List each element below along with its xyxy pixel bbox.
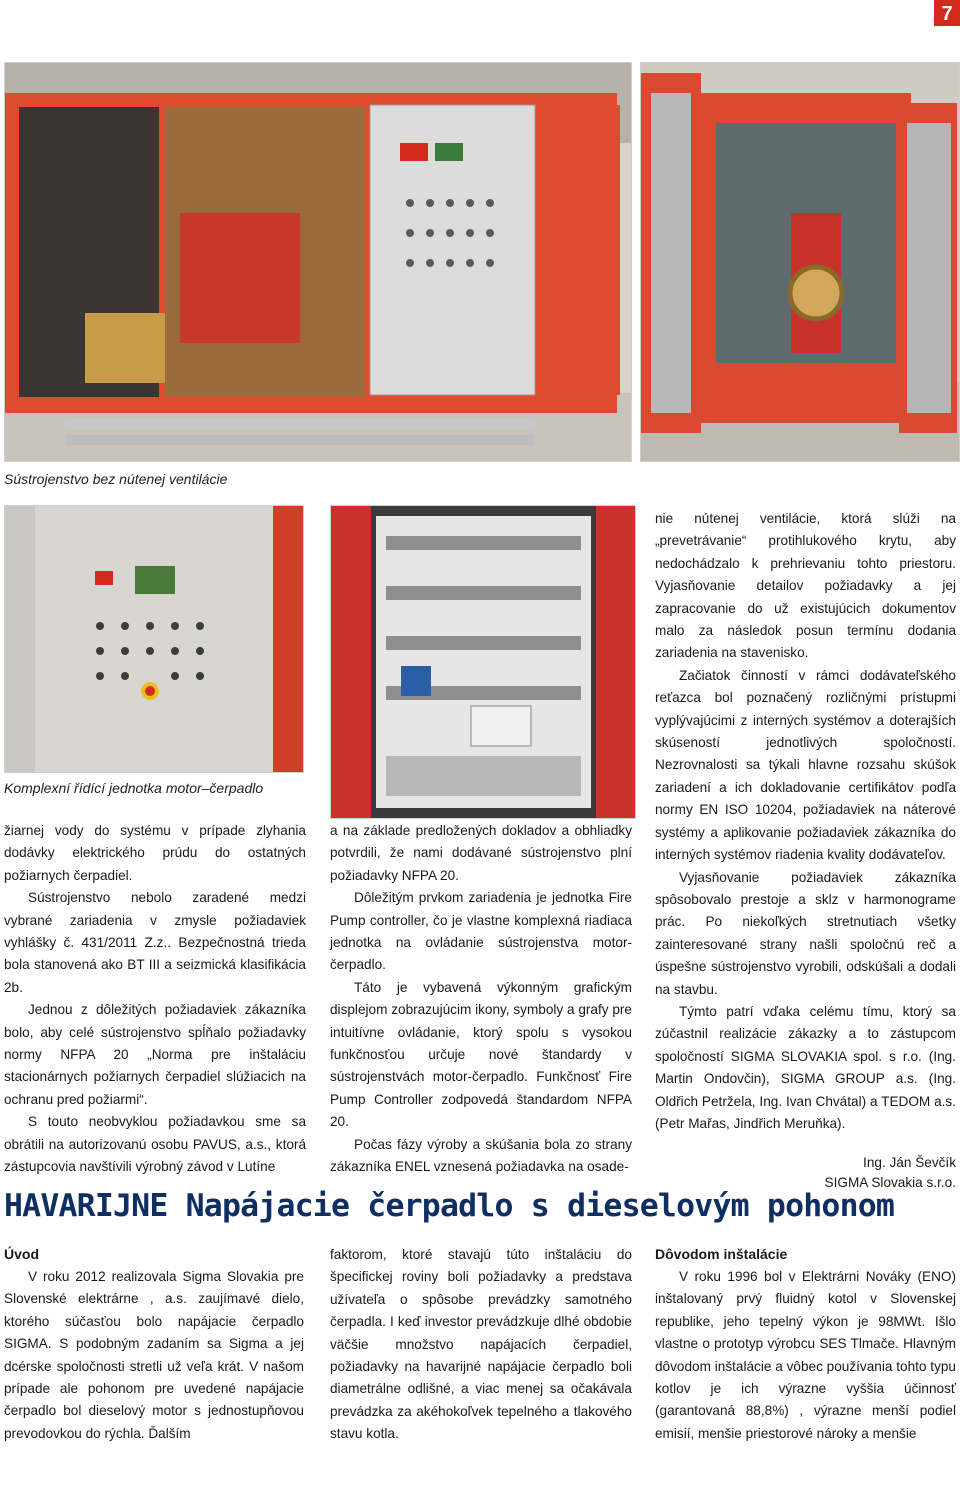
paragraph: žiarnej vody do systému v prípade zlyhania dodávky elektrického prúdu do ostatných požiarnych čerpadiel. — [4, 823, 306, 883]
photo-genset-enclosure — [4, 62, 632, 462]
paragraph: Táto je vybavená výkonným grafickým displejom zobrazujúcim ikony, symboly a grafy pre intuitívne ovládanie, ktorý spolu s vysokou funkčnosťou určuje nové štandardy v sústrojenstvách motor-čerpadlo. Funkčnosť Fire Pump Controller zodpovedá štandardom NFPA 20. — [330, 979, 632, 1130]
paragraph: Vyjasňovanie požiadaviek zákazníka spôsobovalo prestoje a sklz v harmonograme prác. Po niekoľkých stretnutiach všetky zainteresované strany našli spoločnú reč a úspešne sústrojenstvo vyrobili, odskúšali a dodali na stavbu. — [655, 869, 956, 997]
paragraph: nie nútenej ventilácie, ktorá slúži na „prevetrávanie“ protihlukového krytu, aby nedochádzalo k prehrievaniu tohto priestoru. Vyjasňovanie detailov požiadavky a jej zapracovanie do už existujúcich dokumentov malo za následok posun termínu dodania zariadenia na stavenisko. — [655, 511, 956, 661]
paragraph: Dôležitým prvkom zariadenia je jednotka Fire Pump controller, čo je vlastne komplexná riadiaca jednotka na ovládanie sústrojenstva motor-čerpadlo. — [330, 890, 632, 973]
article-column-right-top — [655, 508, 956, 1193]
caption-control-unit: Komplexní řídící jednotka motor–čerpadlo — [4, 780, 264, 796]
paragraph: a na základe predložených dokladov a obhliadky potvrdili, že nami dodávané sústrojenstvo plní požiadavky NFPA 20. — [330, 823, 632, 883]
caption-top: Sústrojenstvo bez nútenej ventilácie — [4, 471, 228, 487]
article-column-bottom-right — [655, 1244, 956, 1445]
photo-controller-wiring — [330, 505, 636, 819]
paragraph: Týmto patrí vďaka celému tímu, ktorý sa zúčastnil realizácie zákazky a to zástupcom spoločností SIGMA SLOVAKIA spol. s r.o. (Ing. Martin Ondovčin), SIGMA GROUP a.s. (Ing. Oldřich Petržela, Ing. Ivan Chvátal) a TEDOM a.s. (Petr Mařas, Jindřich Meruňka). — [655, 1003, 956, 1131]
paragraph: Jednou z dôležitých požiadaviek zákazníka bolo, aby celé sústrojenstvo spĺňalo požiadavky normy NFPA 20 „Norma pre inštaláciu stacionárnych požiarnych čerpadiel slúžiacich na ochranu pred požiarmi“. — [4, 1002, 306, 1107]
article-column-bottom-middle — [330, 1244, 632, 1446]
photo-pump-enclosure — [640, 62, 960, 462]
paragraph: Sústrojenstvo nebolo zaradené medzi vybrané zariadenia v zmysle požiadaviek vyhlášky č. 431/2011 Z.z.. Bezpečnostná trieda bola stanovená ako BT III a seizmická klasifikácia 2b. — [4, 890, 306, 995]
paragraph: V roku 1996 bol v Elektrárni Nováky (ENO) inštalovaný prvý fluidný kotol v Slovenskej republike, jeho tepelný výkon je 98MWt. Išlo vlastne o prototyp výrobcu SES Tlmače. Hlavným dôvodom inštalácie a vôbec používania tohto typu kotlov je ich výrazne vyššia účinnosť (garantovaná 88,8%) , výrazne menší podiel emisií, menšie priestorové nároky a menšie — [655, 1269, 956, 1441]
section-heading: Dôvodom inštalácie — [655, 1246, 788, 1262]
paragraph: S touto neobvyklou požiadavkou sme sa obrátili na autorizovanú osobu PAVUS, a.s., ktorá zástupcovia navštívili výrobný závod v Lutíne — [4, 1114, 306, 1175]
paragraph: V roku 2012 realizovala Sigma Slovakia pre Slovenské elektrárne , a.s. zaujímavé dielo, ktorého súčasťou bolo napájacie čerpadlo SIGMA. S podobným zadaním sa Sigma a jej dcérske spoločnosti stretli už veľa krát. V našom prípade ale pohonom pre uvedené napájacie čerpadlo bol dieselový motor s jednostupňovou prevodovkou do rýchla. Ďalším — [4, 1269, 304, 1441]
signature-company: SIGMA Slovakia s.r.o. — [824, 1175, 956, 1191]
page-number: 7 — [934, 0, 960, 26]
paragraph: Počas fázy výroby a skúšania bola zo strany zákazníka ENEL vznesená požiadavka na osade- — [330, 1136, 632, 1175]
article-column-bottom-left — [4, 1244, 304, 1445]
paragraph: Začiatok činností v rámci dodávateľského reťazca bol poznačený rozličnými prístupmi vyplývajúcimi z interných systémov a doterajších skúseností jednotlivých spoločností. Nezrovnalosti sa týkali hlavne rozsahu skúšok zariadení a ich dokladovanie certifikátov podľa normy EN ISO 10204, požiadaviek na náterové systémy a aplikovanie požiadaviek zákazníka do interných systémov riadenia kvality dodávateľov. — [655, 667, 956, 863]
section-heading: Úvod — [4, 1246, 39, 1262]
paragraph: faktorom, ktoré stavajú túto inštaláciu do špecifickej roviny boli požiadavky a predstava užívateľa o spôsobe prevádzky samotného čerpadla. I keď investor prevádzkuje dlhé obdobie väčšie množstvo napájacích čerpadiel, požiadavky na havarijné napájacie čerpadlo boli diametrálne odlišné, a viac menej sa očakávala prevádzka za akéhokoľvek tepelného a tlakového stavu kotla. — [330, 1247, 632, 1442]
signature-name: Ing. Ján Ševčík — [863, 1155, 956, 1171]
article-column-left-top — [4, 820, 306, 1179]
article-column-middle-top — [330, 820, 632, 1179]
photo-control-panel — [4, 505, 304, 773]
article-headline: HAVARIJNE Napájacie čerpadlo s dieselovým pohonom — [4, 1188, 895, 1224]
